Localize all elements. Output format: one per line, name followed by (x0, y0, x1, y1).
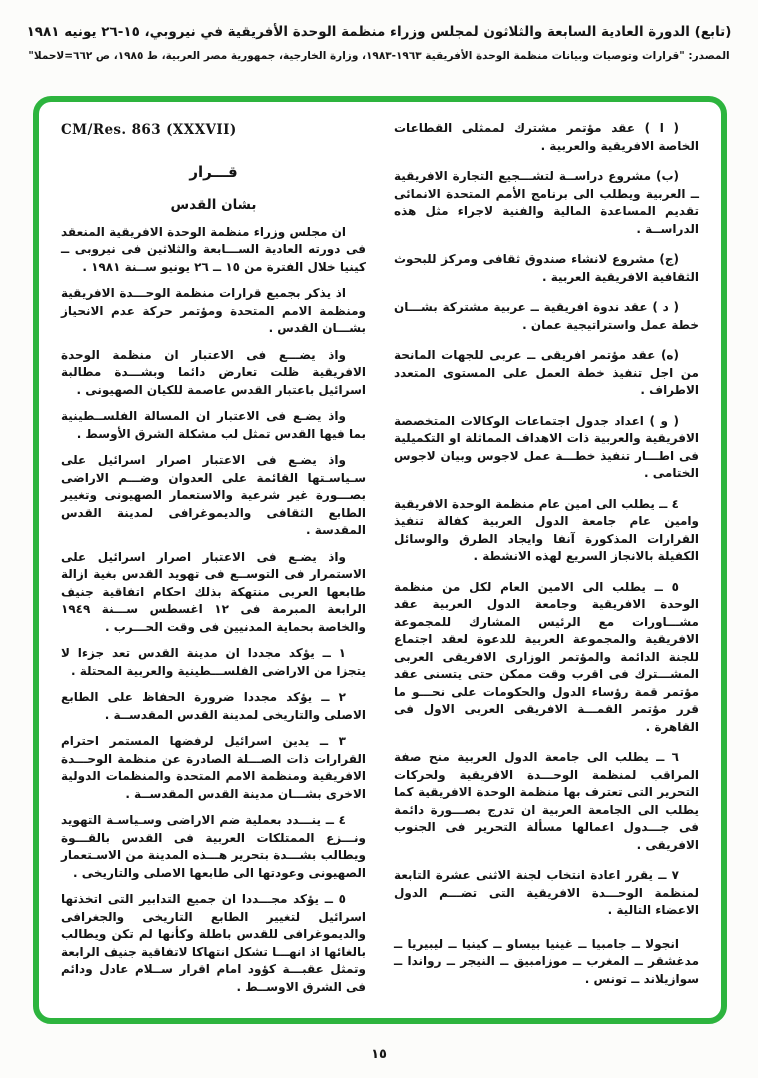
operative-paragraph-1: ١ ــ يؤكد مجددا ان مدينة القدس تعد جزءا لا يتجزا من الاراضى الفلســـطينية والعربية المحتلة . (61, 646, 366, 678)
paragraph-operative-7: ٧ ــ يقرر اعادة انتخاب لجنة الاثنى عشرة التابعة لمنظمة الوحـــدة الافريقية التى تضـــم الدول الاعضاء التالية . (394, 868, 699, 917)
resolution-id: CM/Res. 863 (XXXVII) (61, 122, 237, 138)
resolution-frame (33, 96, 727, 1024)
operative-paragraph-4: ٤ ــ ينـــدد بعملية ضم الاراضى وسـياسـة التهويد ونـــزع الممتلكات العربية فى القدس بالقـــوة ويطالب بشـــدة بتحرير هـــذه المدينة من الاسـتعمار الصهيونى وعودتها الى طابعها الاصلى والتاريخى . (61, 813, 366, 880)
paragraph-item-e: (ه) عقد مؤتمر افريقى ــ عربى للجهات المانحة من اجل تنفيذ خطة العمل على المستوى المتعدد الاطراف . (394, 348, 699, 397)
page-number: ١٥ (371, 1047, 387, 1062)
preamble-paragraph-3: واذ يضـــع فى الاعتبار ان منظمة الوحدة الافريقية ظلت تعارض دائما وبشـــدة مطالبة اسرائيل باعتبار القدس عاصمة للكيان الصهيونى . (61, 347, 366, 397)
preamble-paragraph-1: ان مجلس وزراء منظمة الوحدة الافريقية المنعقد فى دورته العادية الســـابعة والثلاثين فى نيروبى ــ كينيا خلال الفترة من ١٥ ــ ٢٦ يونيو ســنة ١٩٨١ . (61, 224, 366, 274)
two-column-layout (61, 120, 699, 1008)
source-citation: المصدر: "قرارات وتوصيات وبيانات منظمة الوحدة الأفريقية ١٩٦٣-١٩٨٣، وزارة الخارجية، جمهورية مصر العربية، ط ١٩٨٥، ص ٦٦٢=لاحملا" (28, 50, 730, 62)
paragraph-operative-5: ٥ ــ يطلب الى الامين العام لكل من منظمة الوحدة الافريقية وجامعة الدول العربية عقد مشـــاورات مع الرئيس المشارك للمجموعة الافريقية والمجموعة العربية للدعوة لعقد اجتماع للجنة الدائمة والمؤتمر الوزارى الافريقى العربى المشـــترك فى اقرب وقت ممكن حتى يتسنى عقد مؤتمر قمة رؤساء الدول والحكومات على نحـــو ما قرر مؤتمر القمـــة الافريقى العربى الاول فى القاهرة . (394, 579, 699, 734)
column-left (61, 120, 366, 1008)
member-states-list: انجولا ــ جامبيا ــ غينيا بيساو ــ كينيا ــ ليبيريا ــ مدغشقر ــ المغرب ــ موزامبيق ــ النيجر ــ رواندا ــ سوازيلاند ــ تونس . (394, 936, 699, 986)
paragraph-item-b: (ب) مشروع دراســة لتشـــجيع التجارة الافريقية ــ العربية ويطلب الى برنامج الأمم المتحدة الانمائى تقديم المساعدة المالية والفنية لاجراء مثل هذه الدراســة . (394, 169, 699, 236)
preamble-paragraph-2: اذ يذكر بجميع قرارات منظمة الوحـــدة الافريقية ومنظمة الامم المتحدة ومؤتمر حركة عدم الانحياز بشـــان القدس . (61, 286, 366, 335)
operative-paragraph-3: ٣ ــ يدين اسرائيل لرفضها المستمر احترام القرارات ذات الصـــلة الصادرة عن منظمة الوحـــدة الافريقية ومنظمة الامم المتحدة والمنظمات الدولية الاخرى بشـــان مدينة القدس المقدســة . (61, 734, 366, 801)
paragraph-operative-6: ٦ ــ يطلب الى جامعة الدول العربية منح صفة المراقب لمنظمة الوحـــدة الافريقية ولحركات التحرير التى تعترف بها منظمة الوحدة الافريقية كما يطلب الى الجامعة العربية ان تدرج بصـــورة دائمة فى جـــدول اعمالها مسألة التحرير فى الجنوب الافريقى . (394, 750, 699, 852)
preamble-paragraph-4: واذ يضـع فى الاعتبار ان المسالة الفلســطينية بما فيها القدس تمثل لب مشكلة الشرق الأوسط . (61, 409, 366, 441)
preamble-paragraph-5: واذ يضـع فى الاعتبار اصرار اسرائيل على سـياسـتها القائمة على العدوان وضـــم الاراضى بصـــورة غير شرعية والاستعمار الصهيونى وتغيير الطابع الثقافى والديموغرافى لمدينة القدس المقدسة . (61, 453, 366, 537)
paragraph-item-c: (ج) مشروع لانشاء صندوق ثقافى ومركز للبحوث الثقافية الافريقية العربية . (394, 252, 699, 284)
column-right (394, 120, 699, 1008)
operative-paragraph-2: ٢ ــ يؤكد مجددا ضرورة الحفاظ على الطابع الاصلى والتاريخى لمدينة القدس المقدســة . (61, 690, 366, 722)
paragraph-item-f: ( و ) اعداد جدول اجتماعات الوكالات المتخصصة الافريقية والعربية ذات الاهداف المماثلة او التكميلية فى اطـــار تنفيذ خطـــة عمل لاجوس وبيان لاجوس الختامى . (394, 413, 699, 480)
page-header (20, 24, 738, 62)
paragraph-operative-4: ٤ ــ يطلب الى امين عام منظمة الوحدة الافريقية وامين عام جامعة الدول العربية كفالة تنفيذ القرارات المذكورة آنفا وايجاد الطرق والوسائل الكفيلة بالانجاز السريع لهذه الانشطة . (394, 496, 699, 563)
paragraph-item-a: ( ا ) عقد مؤتمر مشترك لممثلى القطاعات الخاصة الافريقية والعربية . (394, 121, 699, 153)
preamble-paragraph-6: واذ يضـع فى الاعتبار اصرار اسرائيل على الاستمرار فى التوســع فى تهويد القدس بغية ازالة طابعها العربى منتهكة بذلك احكام اتفاقية جنيف الرابعة المبرمة فى ١٢ اغسطس ســـنة ١٩٤٩ والخاصة بحماية المدنيين فى وقت الحـــرب . (61, 549, 366, 634)
operative-paragraph-5: ٥ ــ يؤكد مجـــددا ان جميع التدابير التى اتخذتها اسرائيل لتغيير الطابع التاريخى والجغرافى والديموغرافى للقدس باطلة وكأنها لم تكن ويطالب بالغائها اذ انهـــا تشكل انتهاكا لاتفاقية جنيف الرابعة وتمثل عقبـــة كؤود امام اقرار ســلام عادل ودائم فى الشرق الاوســط . (61, 892, 366, 994)
paragraph-item-d: ( د ) عقد ندوة افريقية ــ عربية مشتركة بشـــان خطة عمل واستراتيجية عمان . (394, 300, 699, 332)
resolution-subtitle: بشان القدس (170, 197, 257, 213)
session-title: (تابع) الدورة العادية السابعة والثلاثون لمجلس وزراء منظمة الوحدة الأفريقية في نيروبي، ١٥-٢٦ يونيه ١٩٨١ (26, 24, 732, 40)
resolution-title: قـــرار (189, 162, 238, 181)
